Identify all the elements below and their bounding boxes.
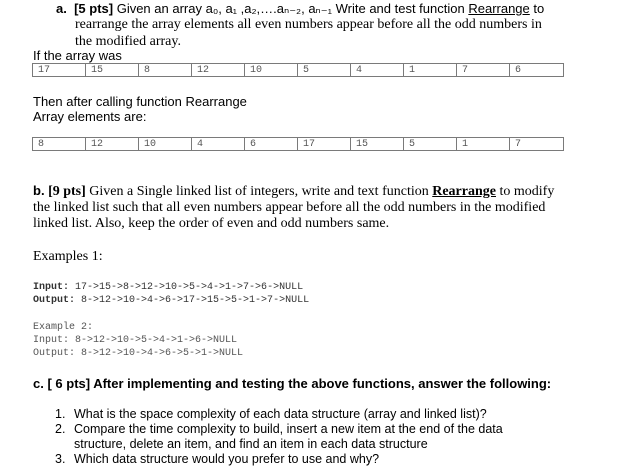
part-a-text: Given an array (116, 1, 202, 16)
if-array-text: If the array was (33, 48, 122, 63)
array-sequence: a₀, a₁ ,a₂,….aₙ₋₂, aₙ₋₁ (205, 1, 332, 16)
part-c-heading (33, 376, 551, 392)
part-a-label: a. (56, 1, 67, 16)
array-cell: 5 (404, 138, 457, 150)
examples-heading: Examples 1: (33, 249, 103, 264)
question-number: 3. (55, 452, 66, 466)
original-array-table (32, 63, 564, 77)
function-name: Rearrange (468, 1, 530, 16)
input-list: 8->12->10->5->4->1->6->NULL (75, 335, 238, 346)
question-number: 2. (55, 422, 66, 436)
array-cell: 1 (457, 138, 510, 150)
example2-heading: Example 2: (33, 322, 94, 333)
output-label: Output: (33, 295, 76, 306)
array-cell: 6 (245, 138, 298, 150)
part-b-text-post: to modify (499, 184, 555, 199)
array-cell: 15 (86, 64, 139, 76)
question-1 (55, 407, 487, 422)
output-list: 8->12->10->4->6->17->15->5->1->7->NULL (81, 295, 310, 306)
array-cell: 10 (245, 64, 298, 76)
array-cell: 6 (515, 65, 522, 76)
array-cell: 8 (139, 64, 192, 76)
question-text: What is the space complexity of each data structure (array and linked list)? (74, 407, 487, 421)
array-cell: 7 (515, 139, 522, 150)
array-elements-text: Array elements are: (33, 109, 147, 124)
example2-output (33, 347, 243, 360)
question-text: Which data structure would you prefer to use and why? (74, 452, 380, 466)
part-a-line1 (56, 0, 544, 17)
after-call-text: Then after calling function Rearrange (33, 94, 247, 109)
question-3 (55, 452, 379, 467)
question-2-line2: structure, delete an item, and find an item in each data structure (74, 437, 428, 451)
input-list: 17->15->8->12->10->5->4->1->7->6->NULL (75, 282, 304, 293)
part-b-label: b. (33, 183, 45, 198)
result-array-table (32, 137, 564, 151)
array-cell: 15 (351, 138, 404, 150)
part-c-label: c. (33, 376, 44, 391)
example1-input (33, 281, 303, 294)
part-b-line2: the linked list such that all even numbers appear before all the odd numbers in the modified (33, 200, 546, 215)
array-cell: 4 (192, 138, 245, 150)
array-cell: 5 (298, 64, 351, 76)
part-a-line2: rearrange the array elements all even numbers appear before all the odd numbers in (75, 17, 542, 32)
part-a-points: [5 pts] (74, 1, 114, 16)
output-list: 8->12->10->4->6->5->1->NULL (81, 348, 244, 359)
question-text: Compare the time complexity to build, insert a new item at the end of the data (74, 422, 503, 436)
part-c-heading-text: [ 6 pts] After implementing and testing the above functions, answer the following: (47, 376, 552, 391)
array-cell: 12 (192, 64, 245, 76)
array-cell: 17 (33, 64, 86, 76)
input-label: Input: (33, 335, 70, 346)
part-a-text-post: to (533, 1, 545, 16)
example2-input (33, 334, 237, 347)
part-a-line3: the modified array. (75, 34, 181, 49)
input-label: Input: (33, 282, 70, 293)
array-cell: 10 (139, 138, 192, 150)
array-cell: 4 (351, 64, 404, 76)
question-number: 1. (55, 407, 66, 421)
part-b-line3: linked list. Also, keep the order of even and odd numbers same. (33, 216, 390, 231)
question-2 (55, 422, 503, 437)
part-b-points: [9 pts] (48, 184, 86, 199)
array-cell: 12 (86, 138, 139, 150)
array-cell: 1 (404, 64, 457, 76)
part-a-text-mid: Write and test function (335, 1, 465, 16)
example1-output (33, 294, 309, 307)
output-label: Output: (33, 348, 76, 359)
array-cell: 17 (298, 138, 351, 150)
array-cell: 7 (457, 64, 510, 76)
function-name: Rearrange (432, 184, 496, 199)
part-b-text: Given a Single linked list of integers, write and text function (89, 184, 429, 199)
array-cell: 8 (33, 138, 86, 150)
part-b-line1 (33, 183, 554, 200)
